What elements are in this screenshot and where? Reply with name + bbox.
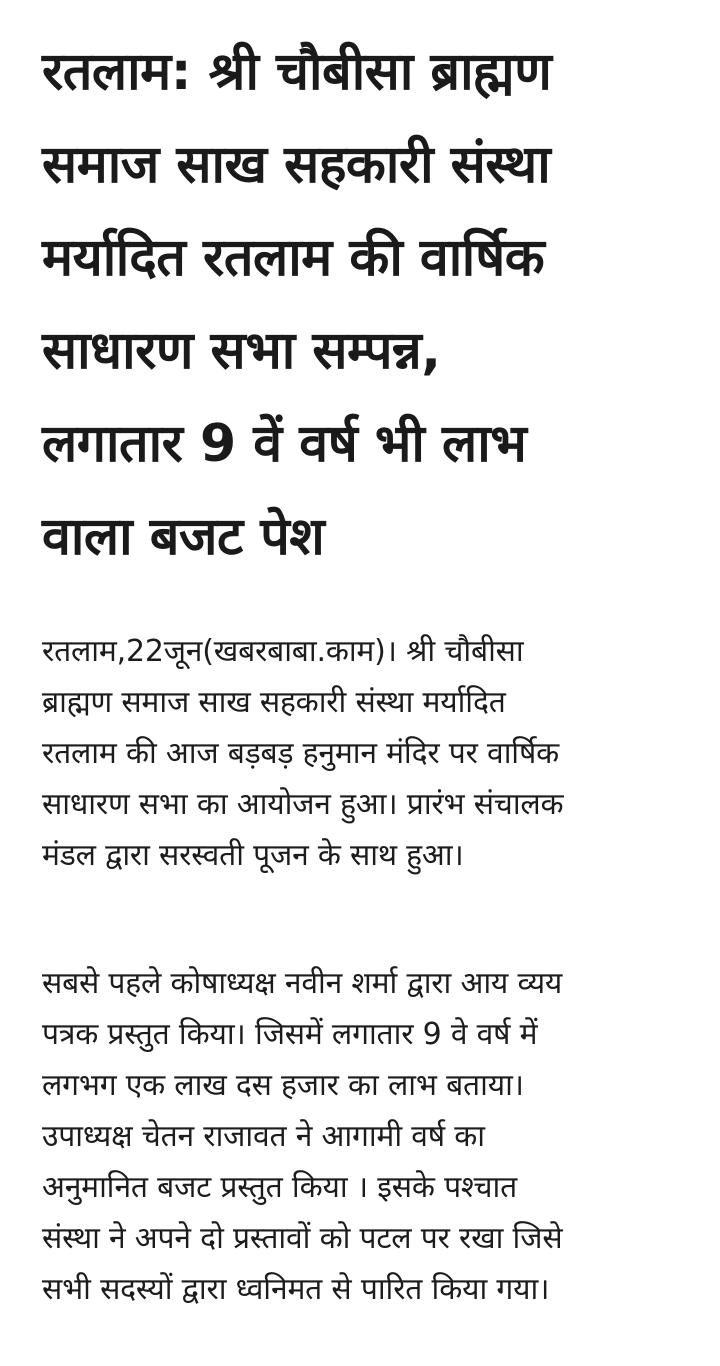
article-paragraph-details xyxy=(42,958,562,1315)
article-paragraph-intro xyxy=(42,626,563,881)
paragraph-line: मंडल द्वारा सरस्वती पूजन के साथ हुआ। xyxy=(42,838,464,873)
paragraph-line: रतलाम,22जून(खबरबाबा.काम)। श्री चौबीसा xyxy=(42,634,524,669)
headline-line: वाला बजट पेश xyxy=(42,507,325,567)
paragraph-line: सभी सदस्यों द्वारा ध्वनिमत से पारित किया गया। xyxy=(42,1272,550,1307)
paragraph-line: लगभग एक लाख दस हजार का लाभ बताया। xyxy=(42,1068,524,1103)
paragraph-line: अनुमानित बजट प्रस्तुत किया । इसके पश्चात xyxy=(42,1170,517,1205)
headline-line: मर्यादित रतलाम की वार्षिक xyxy=(42,228,545,288)
headline-line: साधारण सभा सम्पन्न, xyxy=(42,321,441,381)
article-headline xyxy=(42,0,690,584)
paragraph-line: पत्रक प्रस्तुत किया। जिसमें लगातार 9 वे वर्ष में xyxy=(42,1017,538,1052)
paragraph-line: संस्था ने अपने दो प्रस्तावों को पटल पर रखा जिसे xyxy=(42,1221,563,1256)
headline-line: लगातार 9 वें वर्ष भी लाभ xyxy=(42,414,527,474)
paragraph-line: ब्राह्मण समाज साख सहकारी संस्था मर्यादित xyxy=(42,685,506,720)
paragraph-line: साधारण सभा का आयोजन हुआ। प्रारंभ संचालक xyxy=(42,787,564,822)
paragraph-line: रतलाम की आज बड़बड़ हनुमान मंदिर पर वार्षिक xyxy=(42,736,560,771)
headline-line: समाज साख सहकारी संस्था xyxy=(42,135,551,195)
paragraph-line: सबसे पहले कोषाध्यक्ष नवीन शर्मा द्वारा आय व्यय xyxy=(42,966,563,1001)
paragraph-line: उपाध्यक्ष चेतन राजावत ने आगामी वर्ष का xyxy=(42,1119,485,1154)
headline-line: रतलाम: श्री चौबीसा ब्राह्मण xyxy=(42,42,552,102)
